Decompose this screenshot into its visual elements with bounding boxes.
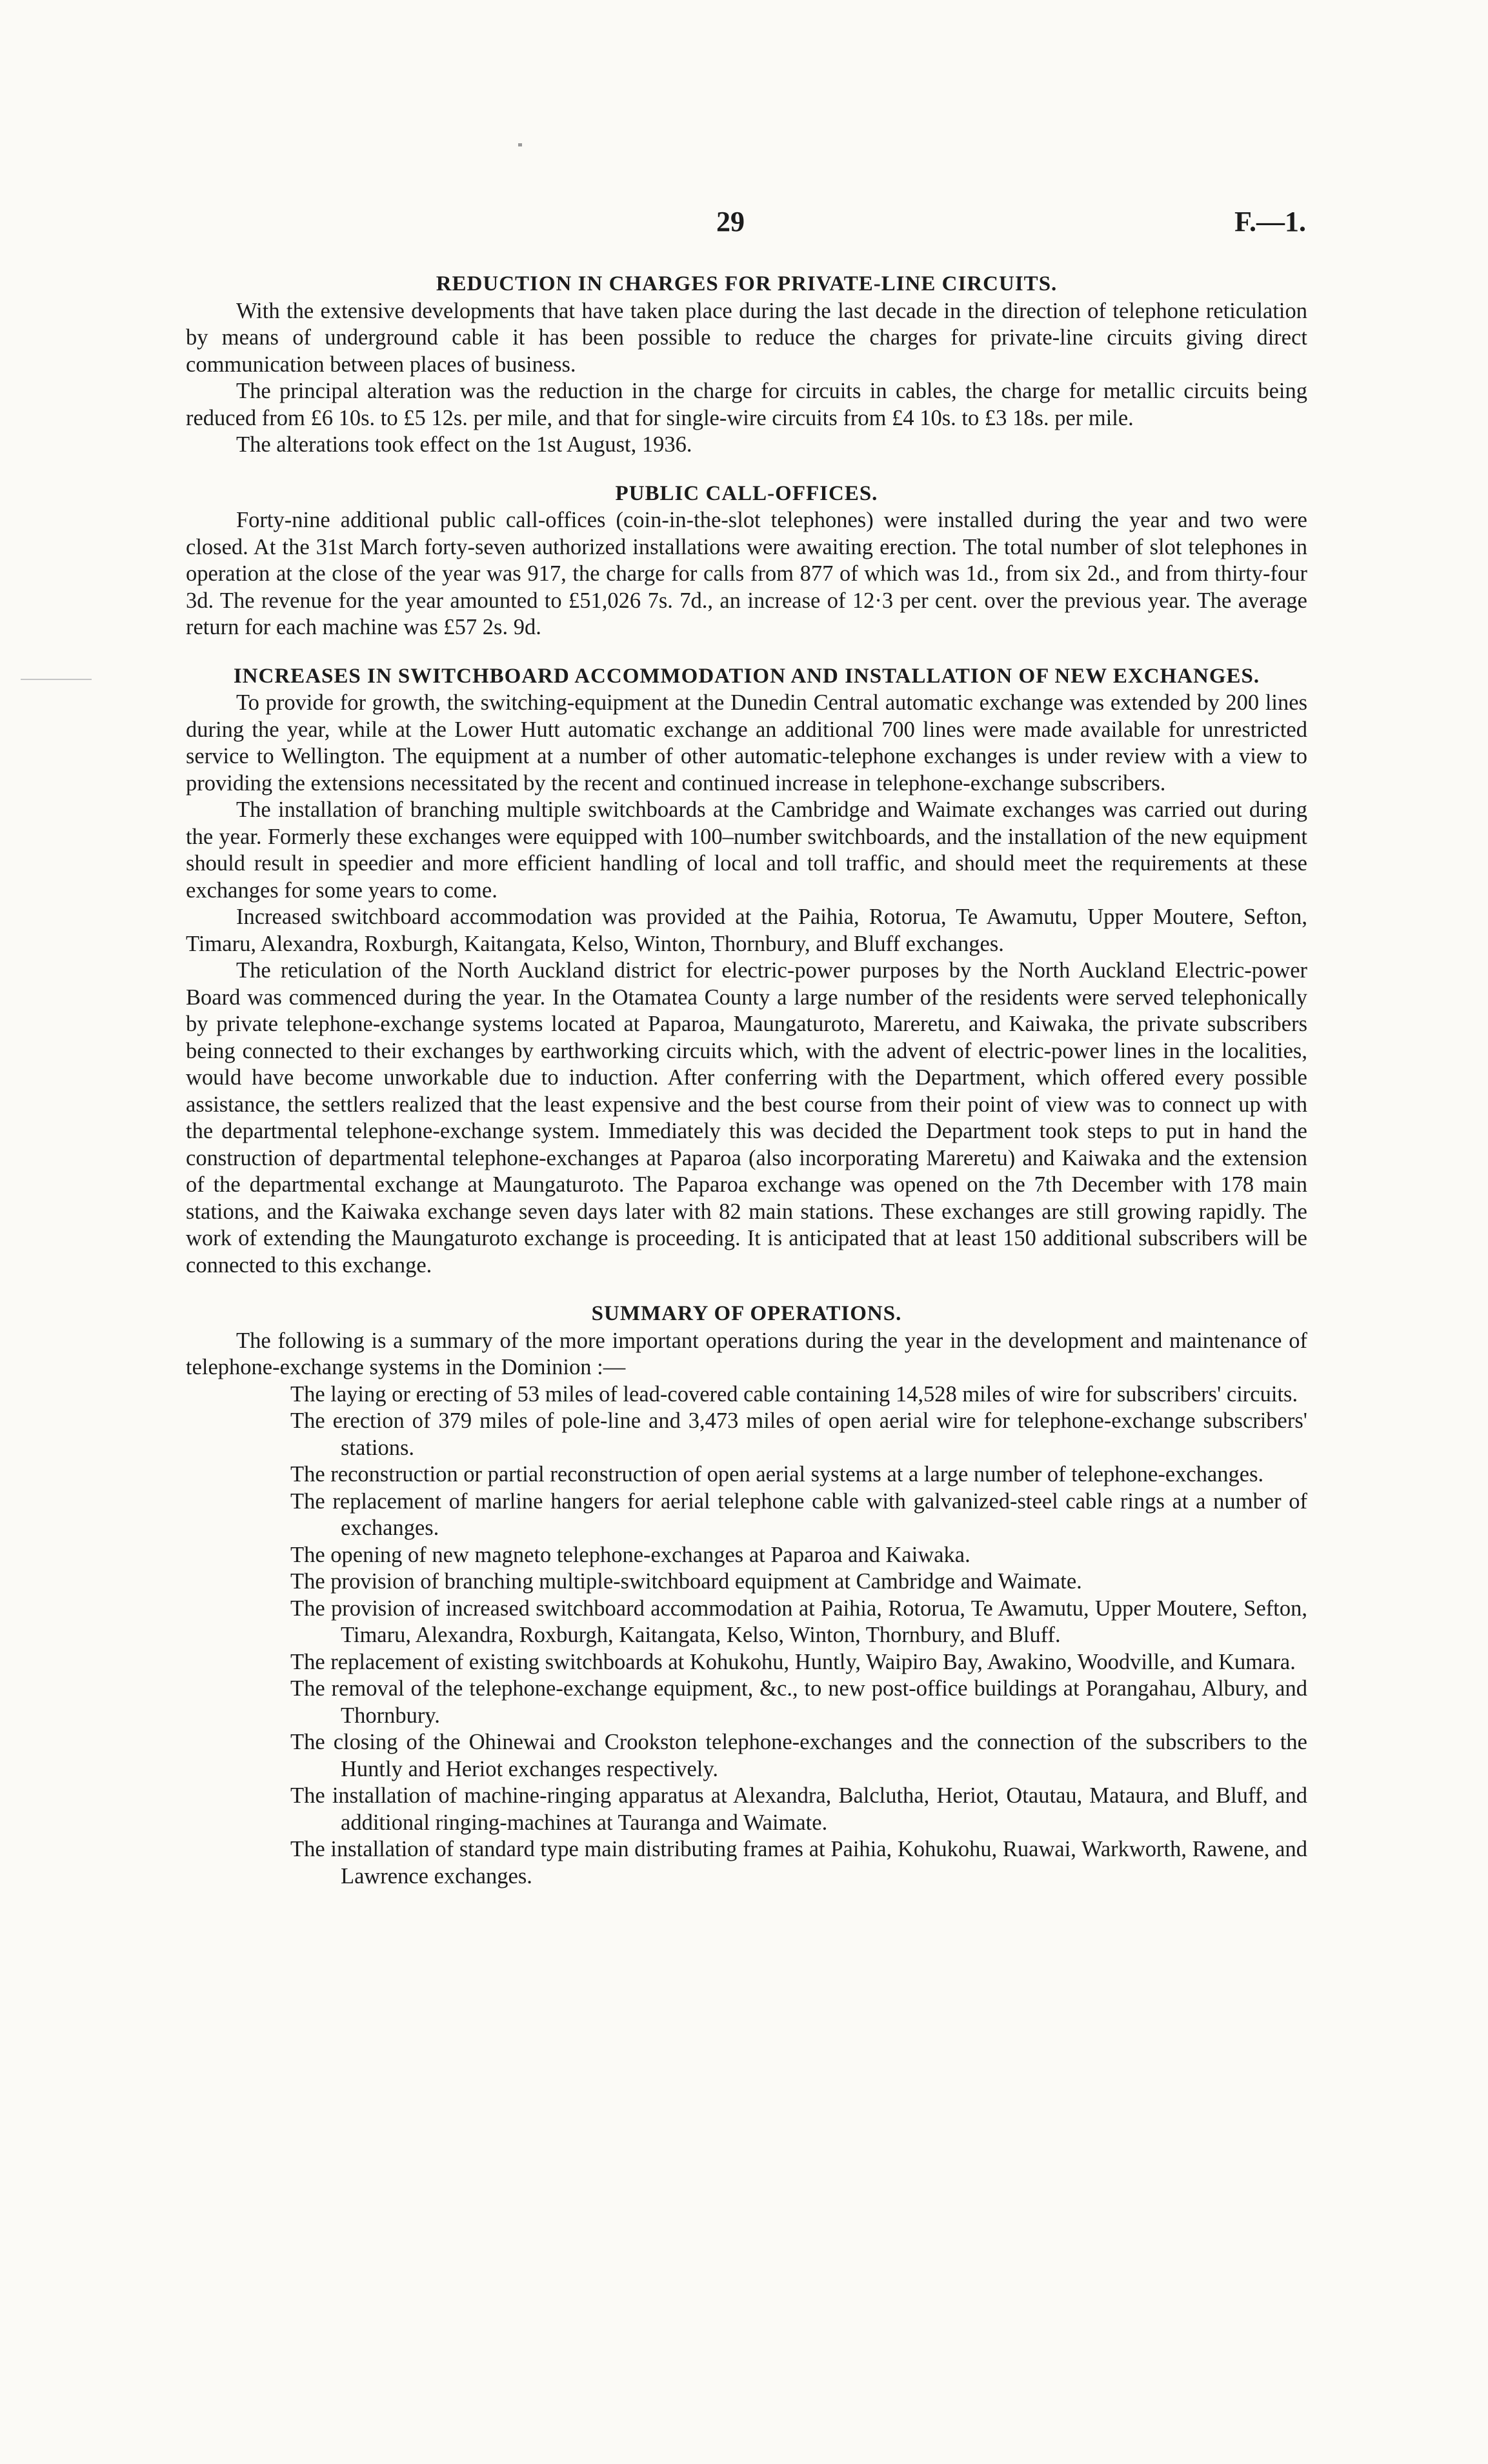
paragraph: The installation of branching multiple switchboards at the Cambridge and Waimate exchanges was carried out during the year. Formerly these exchanges were equipped with 100–number switchboards, and the installation of the new equipment should result in speedier and more efficient handling of local and toll traffic, and should meet the requirements at these exchanges for some years to come. bbox=[186, 797, 1307, 903]
paragraph: To provide for growth, the switching-equipment at the Dunedin Central automatic exchange was extended by 200 lines during the year, while at the Lower Hutt automatic exchange an additional 700 lines were made available for unrestricted service to Wellington. The equipment at a number of other automatic-telephone exchanges is under review with a view to providing the extensions necessitated by the recent and continued increase in telephone-exchange subscribers. bbox=[186, 690, 1307, 796]
document-reference: F.—1. bbox=[1234, 206, 1306, 237]
list-item: The opening of new magneto telephone-exchanges at Paparoa and Kaiwaka. bbox=[290, 1542, 970, 1567]
section-public-call-offices bbox=[186, 481, 1307, 641]
document-body bbox=[186, 271, 1307, 1890]
operations-list bbox=[186, 1381, 1307, 1890]
section-heading: PUBLIC CALL-OFFICES. bbox=[615, 481, 878, 505]
section-heading: REDUCTION IN CHARGES FOR PRIVATE-LINE CIRCUITS. bbox=[436, 272, 1058, 295]
list-item: The provision of branching multiple-switchboard equipment at Cambridge and Waimate. bbox=[290, 1569, 1082, 1594]
section-switchboard-accommodation bbox=[186, 663, 1307, 1279]
list-item: The installation of standard type main distributing frames at Paihia, Kohukohu, Ruawai, Warkworth, Rawene, and Lawrence exchanges. bbox=[290, 1837, 1307, 1888]
section-heading: SUMMARY OF OPERATIONS. bbox=[591, 1302, 902, 1325]
scan-speck bbox=[518, 143, 522, 146]
section-private-line-charges bbox=[186, 271, 1307, 459]
list-item: The closing of the Ohinewai and Crookston telephone-exchanges and the connection of the subscribers to the Huntly and Heriot exchanges respectively. bbox=[290, 1730, 1307, 1781]
list-item: The removal of the telephone-exchange equipment, &c., to new post-office buildings at Porangahau, Albury, and Thornbury. bbox=[290, 1676, 1307, 1728]
list-item: The replacement of marline hangers for aerial telephone cable with galvanized-steel cable rings at a number of exchanges. bbox=[290, 1488, 1307, 1540]
list-item: The reconstruction or partial reconstruction of open aerial systems at a large number of telephone-exchanges. bbox=[290, 1462, 1264, 1487]
paragraph: The reticulation of the North Auckland district for electric-power purposes by the North Auckland Electric-power Board was commenced during the year. In the Otamatea County a large number of the residents were served telephonically by private telephone-exchange systems located at Paparoa, Maungaturoto, Mareretu, and Kaiwaka, the private subscribers being connected to their exchanges by earthworking circuits which, with the advent of electric-power lines in the localities, would have become unworkable due to induction. After conferring with the Department, which offered every possible assistance, the settlers realized that the least expensive and the best course from their point of view was to connect up with the departmental telephone-exchange system. Immediately this was decided the Department took steps to put in hand the construction of departmental telephone-exchanges at Paparoa (also incorporating Mareretu) and Kaiwaka and the extension of the departmental exchange at Maungaturoto. The Paparoa exchange was opened on the 7th December with 178 main stations, and the Kaiwaka exchange seven days later with 82 main stations. These exchanges are still growing rapidly. The work of extending the Maungaturoto exchange is proceeding. It is anticipated that at least 150 additional subscribers will be connected to this exchange. bbox=[186, 958, 1307, 1277]
scan-speck bbox=[21, 679, 92, 680]
list-item: The installation of machine-ringing apparatus at Alexandra, Balclutha, Heriot, Otautau, Mataura, and Bluff, and additional ringing-machines at Tauranga and Waimate. bbox=[290, 1783, 1307, 1835]
paragraph: Increased switchboard accommodation was provided at the Paihia, Rotorua, Te Awamutu, Upper Moutere, Sefton, Timaru, Alexandra, Roxburgh, Kaitangata, Kelso, Winton, Thornbury, and Bluff exchanges. bbox=[186, 905, 1307, 956]
page-header bbox=[0, 205, 1488, 244]
list-item: The replacement of existing switchboards at Kohukohu, Huntly, Waipiro Bay, Awakino, Woodville, and Kumara. bbox=[290, 1649, 1296, 1674]
paragraph: The principal alteration was the reduction in the charge for circuits in cables, the charge for metallic circuits being reduced from £6 10s. to £5 12s. per mile, and that for single-wire circuits from £4 10s. to £3 18s. per mile. bbox=[186, 379, 1307, 430]
list-item: The erection of 379 miles of pole-line and 3,473 miles of open aerial wire for telephone-exchange subscribers' stations. bbox=[290, 1408, 1307, 1460]
paragraph: Forty-nine additional public call-offices (coin-in-the-slot telephones) were installed during the year and two were closed. At the 31st March forty-seven authorized installations were awaiting erection. The total number of slot telephones in operation at the close of the year was 917, the charge for calls from 877 of which was 1d., from six 2d., and from thirty-four 3d. The revenue for the year amounted to £51,026 7s. 7d., an increase of 12·3 per cent. over the previous year. The average return for each machine was £57 2s. 9d. bbox=[186, 508, 1307, 639]
list-item: The laying or erecting of 53 miles of lead-covered cable containing 14,528 miles of wire for subscribers' circuits. bbox=[290, 1381, 1298, 1407]
section-heading: INCREASES IN SWITCHBOARD ACCOMMODATION AND INSTALLATION OF NEW EXCHANGES. bbox=[233, 664, 1260, 688]
paragraph: The following is a summary of the more important operations during the year in the development and maintenance of telephone-exchange systems in the Dominion :— bbox=[186, 1328, 1307, 1379]
page-number: 29 bbox=[716, 206, 745, 237]
paragraph: With the extensive developments that have taken place during the last decade in the direction of telephone reticulation by means of underground cable it has been possible to reduce the charges for private-line circuits giving direct communication between places of business. bbox=[186, 298, 1307, 377]
section-summary-of-operations bbox=[186, 1301, 1307, 1890]
paragraph: The alterations took effect on the 1st August, 1936. bbox=[236, 432, 692, 457]
list-item: The provision of increased switchboard accommodation at Paihia, Rotorua, Te Awamutu, Upper Moutere, Sefton, Timaru, Alexandra, Roxburgh, Kaitangata, Kelso, Winton, Thornbury, and Bluff. bbox=[290, 1596, 1307, 1647]
